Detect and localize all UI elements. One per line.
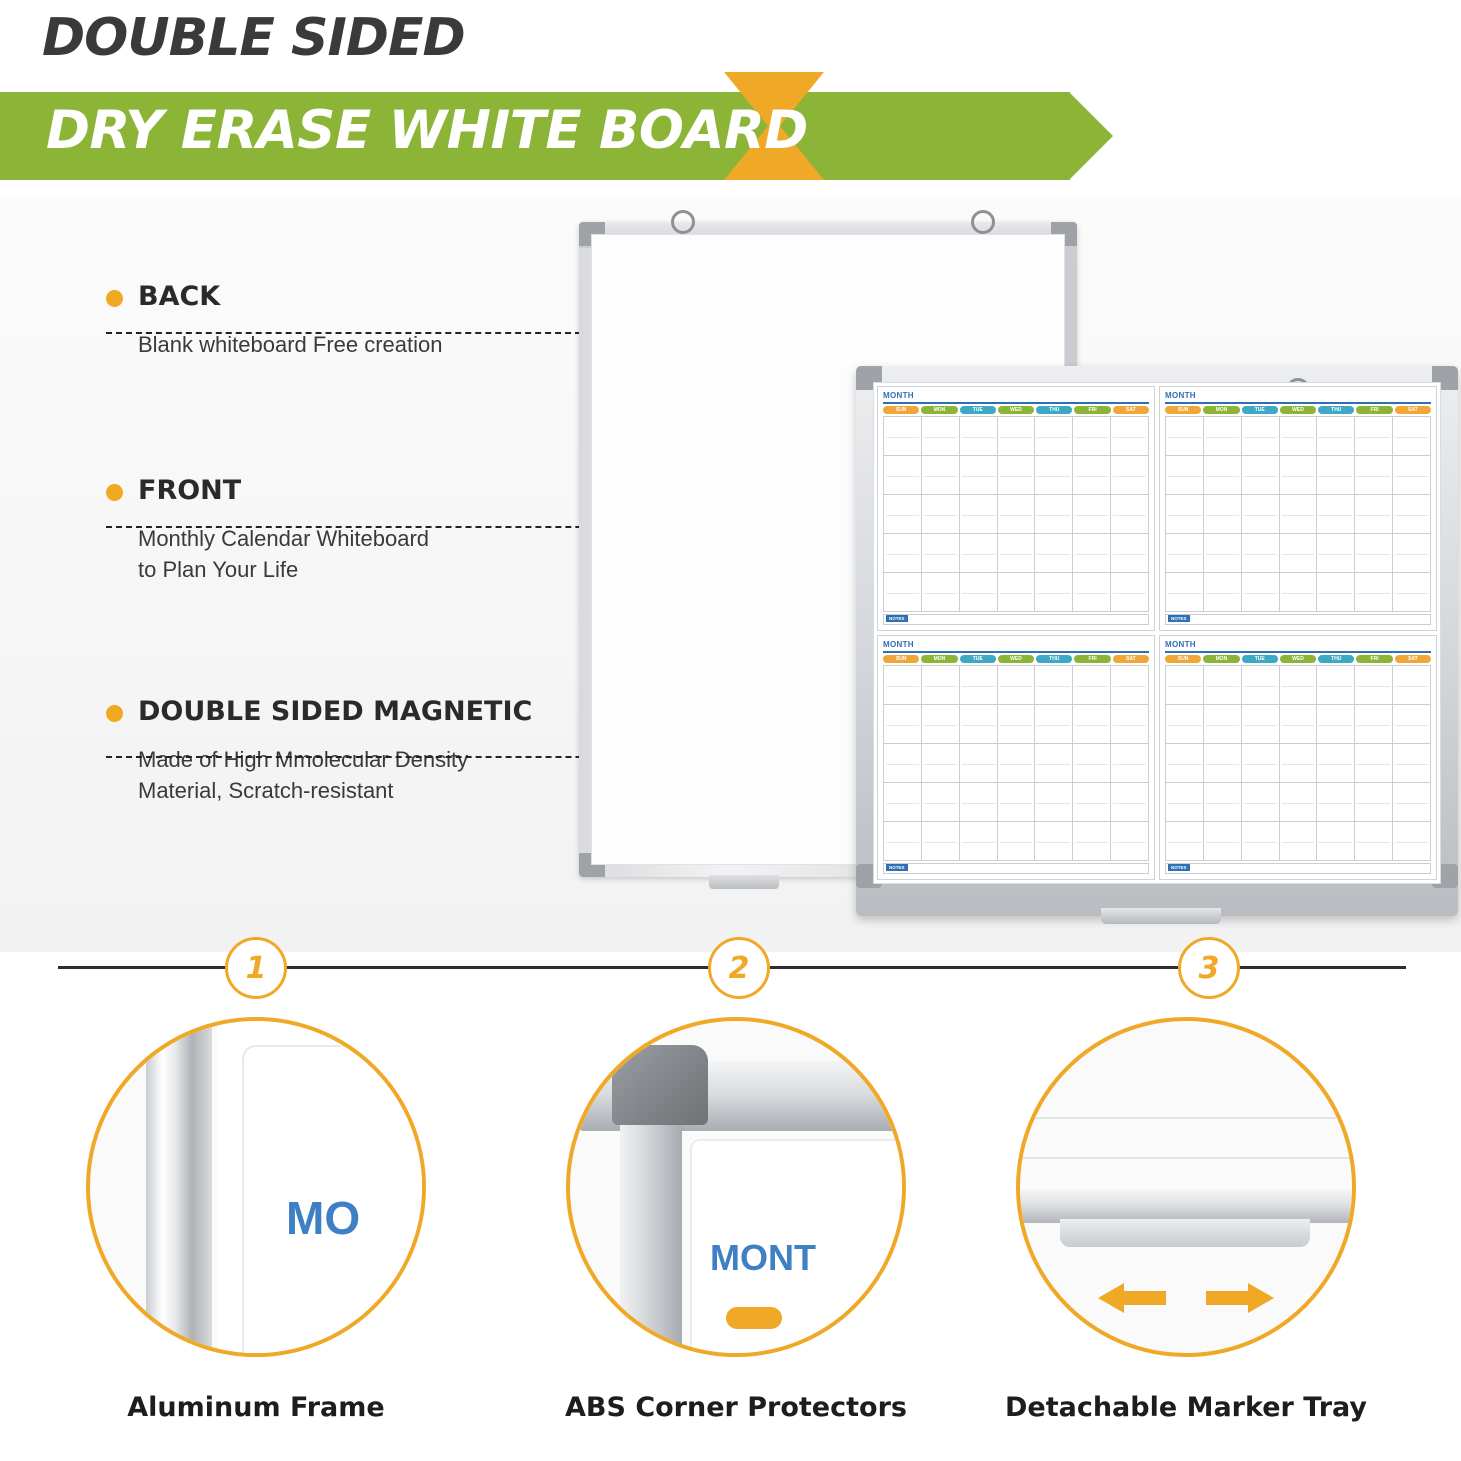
calendar-day-cell [1166, 456, 1204, 495]
weekday-pill: SUN [883, 406, 919, 414]
bullet-icon [106, 290, 123, 307]
calendar-day-cell [960, 705, 998, 744]
calendar-day-cell [922, 573, 960, 612]
calendar-day-cell [922, 534, 960, 573]
calendar-day-cell [1035, 495, 1073, 534]
calendar-day-cell [998, 534, 1036, 573]
surface-line [1020, 1117, 1356, 1119]
calendar-day-cell [884, 744, 922, 783]
calendar-month-label: MONTH [1165, 391, 1196, 400]
calendar-month-rule [1165, 402, 1431, 404]
calendar-day-cell [1035, 666, 1073, 705]
calendar-day-cell [1111, 744, 1149, 783]
marker-tray [1101, 908, 1221, 924]
calendar-day-cell [1166, 534, 1204, 573]
calendar-day-cell [922, 744, 960, 783]
calendar-day-cell [1166, 744, 1204, 783]
weekday-pill: MON [921, 406, 957, 414]
calendar-day-cell [1242, 822, 1280, 861]
weekday-pill: MON [1203, 655, 1239, 663]
weekday-pill: TUE [960, 406, 996, 414]
calendar-day-cell [1166, 495, 1204, 534]
calendar-day-grid [1165, 665, 1431, 861]
feature-title: BACK [138, 281, 221, 312]
calendar-day-cell [1073, 495, 1111, 534]
calendar-weekday-header [883, 655, 1149, 663]
weekday-pill: MON [921, 655, 957, 663]
calendar-day-cell [1166, 783, 1204, 822]
calendar-day-cell [1280, 744, 1318, 783]
orange-dot-decoration [370, 1311, 396, 1337]
calendar-day-cell [1280, 822, 1318, 861]
detail-photo-corner-protector [566, 1017, 906, 1357]
calendar-day-cell [1111, 573, 1149, 612]
calendar-day-cell [1166, 573, 1204, 612]
calendar-day-cell [1111, 666, 1149, 705]
monthly-calendar [877, 386, 1155, 631]
calendar-day-cell [1242, 417, 1280, 456]
calendar-day-cell [1355, 666, 1393, 705]
calendar-day-cell [1393, 705, 1431, 744]
notes-label: NOTES [1168, 864, 1190, 871]
calendar-day-cell [1317, 822, 1355, 861]
calendar-month-rule [883, 651, 1149, 653]
calendar-day-cell [998, 495, 1036, 534]
calendar-day-cell [998, 666, 1036, 705]
weekday-pill: SAT [1395, 406, 1431, 414]
detail-caption-1: Aluminum Frame [127, 1392, 385, 1423]
calendar-day-cell [1317, 705, 1355, 744]
weekday-pill: MON [1203, 406, 1239, 414]
calendar-day-cell [1280, 783, 1318, 822]
calendar-day-cell [1242, 783, 1280, 822]
calendar-day-cell [960, 666, 998, 705]
calendar-month-rule [1165, 651, 1431, 653]
calendar-day-cell [1111, 456, 1149, 495]
calendar-day-cell [1393, 822, 1431, 861]
calendar-day-cell [1280, 534, 1318, 573]
calendar-day-cell [960, 495, 998, 534]
calendar-day-cell [1280, 666, 1318, 705]
calendar-day-cell [1355, 456, 1393, 495]
calendar-notes-area [883, 614, 1149, 625]
calendar-day-cell [1393, 783, 1431, 822]
calendar-day-cell [884, 783, 922, 822]
weekday-pill: SAT [1113, 406, 1149, 414]
calendar-day-cell [884, 822, 922, 861]
calendar-day-cell [884, 417, 922, 456]
calendar-day-cell [1393, 534, 1431, 573]
calendar-month-label: MONTH [883, 640, 914, 649]
calendar-day-cell [1166, 417, 1204, 456]
calendar-day-cell [1111, 417, 1149, 456]
notes-label: NOTES [886, 615, 908, 622]
calendar-day-cell [998, 744, 1036, 783]
arrow-right-tail [1206, 1291, 1250, 1305]
calendar-day-cell [1204, 822, 1242, 861]
calendar-day-cell [1035, 417, 1073, 456]
day-pill-decoration [726, 1307, 782, 1329]
calendar-day-cell [884, 495, 922, 534]
calendar-day-cell [1280, 573, 1318, 612]
calendar-day-cell [1393, 417, 1431, 456]
monthly-calendar [1159, 386, 1437, 631]
aluminum-bottom-rail [1016, 1189, 1356, 1223]
callout-number-3: 3 [1178, 937, 1240, 999]
month-text-fragment: MO [286, 1192, 361, 1244]
abs-corner-protector [612, 1045, 708, 1125]
calendar-day-cell [1166, 705, 1204, 744]
weekday-pill: SAT [1113, 655, 1149, 663]
calendar-day-cell [1317, 744, 1355, 783]
calendar-day-cell [1035, 573, 1073, 612]
calendar-month-label: MONTH [883, 391, 914, 400]
month-text-fragment: MONT [710, 1237, 816, 1278]
calendar-weekday-header [1165, 655, 1431, 663]
calendar-day-cell [1317, 417, 1355, 456]
calendar-day-cell [1035, 456, 1073, 495]
aluminum-frame-bar [146, 1017, 212, 1357]
calendar-day-cell [1317, 573, 1355, 612]
calendar-day-cell [1393, 495, 1431, 534]
calendar-notes-area [1165, 863, 1431, 874]
monthly-calendar [1159, 635, 1437, 880]
calendar-day-cell [998, 705, 1036, 744]
callout-number-2: 2 [708, 937, 770, 999]
detail-caption-2: ABS Corner Protectors [565, 1392, 907, 1423]
detail-caption-3: Detachable Marker Tray [1004, 1392, 1367, 1423]
calendar-day-cell [1073, 573, 1111, 612]
calendar-day-cell [1280, 456, 1318, 495]
calendar-day-cell [1073, 822, 1111, 861]
calendar-day-cell [1204, 705, 1242, 744]
calendar-day-cell [1111, 783, 1149, 822]
calendar-day-cell [884, 456, 922, 495]
calendar-day-cell [1073, 705, 1111, 744]
calendar-day-cell [1242, 534, 1280, 573]
weekday-pill: FRI [1356, 655, 1392, 663]
calendar-day-cell [1280, 495, 1318, 534]
calendar-day-cell [1204, 783, 1242, 822]
calendar-day-cell [1242, 744, 1280, 783]
calendar-day-cell [922, 417, 960, 456]
calendar-day-cell [884, 573, 922, 612]
weekday-pill: FRI [1356, 406, 1392, 414]
calendar-quadrants [873, 382, 1441, 884]
weekday-pill: THU [1036, 406, 1072, 414]
calendar-day-cell [1073, 534, 1111, 573]
calendar-notes-area [883, 863, 1149, 874]
weekday-pill: TUE [1242, 406, 1278, 414]
calendar-day-cell [998, 573, 1036, 612]
calendar-day-cell [998, 822, 1036, 861]
calendar-day-cell [1204, 666, 1242, 705]
calendar-day-cell [1035, 744, 1073, 783]
weekday-pill: FRI [1074, 655, 1110, 663]
calendar-day-cell [1355, 495, 1393, 534]
calendar-day-cell [1393, 666, 1431, 705]
calendar-day-cell [1073, 783, 1111, 822]
arrow-left-tail [1122, 1291, 1166, 1305]
calendar-day-cell [960, 573, 998, 612]
calendar-day-cell [1393, 573, 1431, 612]
feature-description-line2: Material, Scratch-resistant [138, 778, 394, 803]
page-subtitle: DRY ERASE WHITE BOARD [46, 100, 808, 161]
calendar-day-cell [1242, 705, 1280, 744]
calendar-day-cell [1073, 666, 1111, 705]
weekday-pill: WED [1280, 655, 1316, 663]
weekday-pill: WED [998, 655, 1034, 663]
calendar-day-cell [1317, 495, 1355, 534]
calendar-day-cell [998, 783, 1036, 822]
calendar-day-cell [960, 783, 998, 822]
feature-title: FRONT [138, 475, 242, 506]
weekday-pill: WED [1280, 406, 1316, 414]
calendar-day-cell [1204, 534, 1242, 573]
calendar-day-grid [883, 416, 1149, 612]
calendar-day-cell [922, 456, 960, 495]
calendar-month-rule [883, 402, 1149, 404]
calendar-day-cell [922, 783, 960, 822]
calendar-day-cell [1073, 417, 1111, 456]
calendar-day-cell [960, 822, 998, 861]
weekday-pill: FRI [1074, 406, 1110, 414]
weekday-pill: THU [1318, 655, 1354, 663]
hanging-hook-icon [971, 210, 995, 234]
calendar-day-cell [1035, 822, 1073, 861]
calendar-day-cell [1035, 534, 1073, 573]
leader-line-back [106, 332, 591, 334]
weekday-pill: TUE [1242, 655, 1278, 663]
weekday-pill: TUE [960, 655, 996, 663]
calendar-day-cell [1166, 666, 1204, 705]
calendar-day-cell [884, 534, 922, 573]
calendar-day-cell [960, 417, 998, 456]
calendar-notes-area [1165, 614, 1431, 625]
calendar-day-cell [1317, 783, 1355, 822]
product-overview-panel [0, 196, 1461, 952]
calendar-day-cell [1166, 822, 1204, 861]
marker-tray [709, 875, 779, 889]
whiteboard-front-calendar [856, 366, 1458, 916]
monthly-calendar [877, 635, 1155, 880]
calendar-day-cell [1035, 783, 1073, 822]
feature-description-line1: Made of High Mmolecular Density [138, 747, 469, 772]
calendar-day-cell [1317, 534, 1355, 573]
weekday-pill: SUN [1165, 406, 1201, 414]
calendar-day-cell [884, 705, 922, 744]
feature-description: Blank whiteboard Free creation [138, 332, 443, 357]
weekday-pill: THU [1318, 406, 1354, 414]
calendar-day-cell [1204, 744, 1242, 783]
calendar-day-cell [998, 417, 1036, 456]
feature-description-line1: Monthly Calendar Whiteboard [138, 526, 430, 551]
calendar-day-cell [922, 822, 960, 861]
calendar-day-cell [1355, 534, 1393, 573]
calendar-day-cell [922, 705, 960, 744]
detail-photo-marker-tray [1016, 1017, 1356, 1357]
calendar-day-cell [1073, 456, 1111, 495]
hanging-hook-icon [671, 210, 695, 234]
feature-title: DOUBLE SIDED MAGNETIC [138, 696, 533, 727]
feature-description-line2: to Plan Your Life [138, 557, 299, 582]
page-title: DOUBLE SIDED [42, 8, 465, 68]
calendar-day-cell [1242, 666, 1280, 705]
calendar-day-cell [1111, 705, 1149, 744]
calendar-day-cell [1111, 822, 1149, 861]
notes-label: NOTES [1168, 615, 1190, 622]
calendar-day-cell [1204, 573, 1242, 612]
weekday-pill: SUN [1165, 655, 1201, 663]
calendar-day-cell [960, 534, 998, 573]
calendar-day-cell [1204, 417, 1242, 456]
calendar-day-cell [1280, 417, 1318, 456]
header-banner [0, 0, 1461, 196]
calendar-day-cell [1393, 744, 1431, 783]
notes-label: NOTES [886, 864, 908, 871]
weekday-pill: SAT [1395, 655, 1431, 663]
calendar-day-grid [883, 665, 1149, 861]
calendar-day-cell [960, 744, 998, 783]
calendar-day-cell [884, 666, 922, 705]
calendar-day-cell [960, 456, 998, 495]
calendar-day-cell [1204, 456, 1242, 495]
calendar-day-cell [1355, 783, 1393, 822]
calendar-day-cell [922, 495, 960, 534]
calendar-day-cell [1355, 705, 1393, 744]
arrow-right-icon [1248, 1283, 1274, 1313]
calendar-day-cell [1242, 573, 1280, 612]
calendar-day-cell [1204, 495, 1242, 534]
calendar-day-cell [1355, 822, 1393, 861]
calendar-day-cell [1035, 705, 1073, 744]
detail-photo-aluminum-frame [86, 1017, 426, 1357]
weekday-pill: THU [1036, 655, 1072, 663]
calendar-day-cell [1242, 456, 1280, 495]
calendar-day-cell [1355, 417, 1393, 456]
detachable-tray [1060, 1219, 1310, 1247]
bullet-icon [106, 705, 123, 722]
calendar-day-cell [1355, 744, 1393, 783]
surface-line [1020, 1157, 1356, 1159]
calendar-weekday-header [883, 406, 1149, 414]
weekday-pill: WED [998, 406, 1034, 414]
calendar-day-cell [1317, 666, 1355, 705]
calendar-day-cell [1393, 456, 1431, 495]
calendar-day-cell [1280, 705, 1318, 744]
calendar-day-cell [1242, 495, 1280, 534]
callout-number-1: 1 [225, 937, 287, 999]
calendar-day-cell [1111, 534, 1149, 573]
calendar-day-grid [1165, 416, 1431, 612]
calendar-day-cell [1317, 456, 1355, 495]
calendar-day-cell [1073, 744, 1111, 783]
calendar-month-label: MONTH [1165, 640, 1196, 649]
calendar-day-cell [998, 456, 1036, 495]
calendar-day-cell [1355, 573, 1393, 612]
arrow-left-icon [1098, 1283, 1124, 1313]
calendar-day-cell [1111, 495, 1149, 534]
calendar-day-cell [922, 666, 960, 705]
bullet-icon [106, 484, 123, 501]
calendar-weekday-header [1165, 406, 1431, 414]
weekday-pill: SUN [883, 655, 919, 663]
